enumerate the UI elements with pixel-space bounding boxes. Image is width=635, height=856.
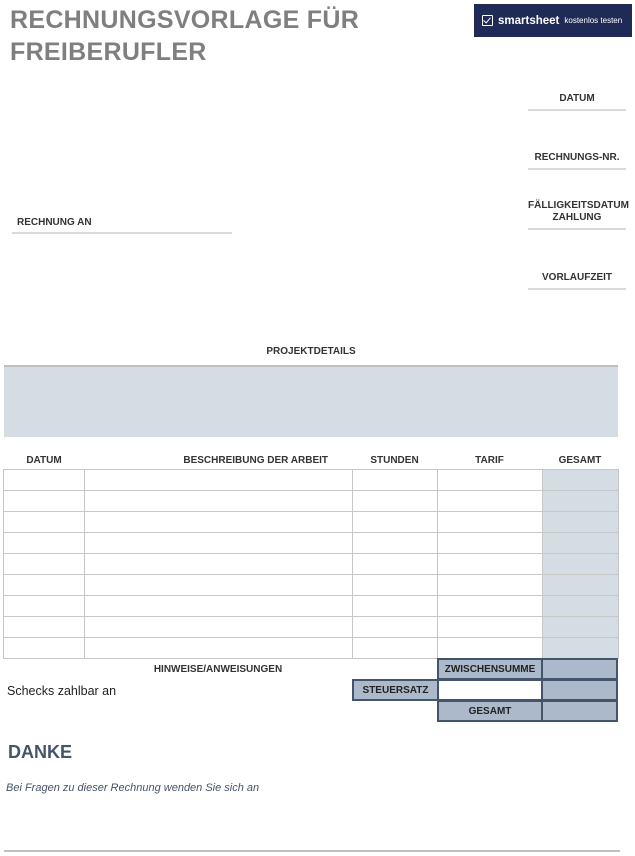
cell-beschreibung[interactable] <box>85 638 353 659</box>
cell-gesamt[interactable] <box>543 575 619 596</box>
tax-rate-label: STEUERSATZ <box>352 679 439 701</box>
thank-you-heading: DANKE <box>8 742 73 762</box>
faelligkeitsdatum-field[interactable]: FÄLLIGKEITSDATUM ZAHLUNG <box>528 200 626 230</box>
table-row <box>4 617 619 638</box>
cell-beschreibung[interactable] <box>85 617 353 638</box>
cell-datum[interactable] <box>4 470 85 491</box>
bill-to-field[interactable]: RECHNUNG AN <box>12 217 232 234</box>
tax-rate-input[interactable] <box>437 679 543 701</box>
notes-label: HINWEISE/ANWEISUNGEN <box>153 664 283 675</box>
cell-beschreibung[interactable] <box>85 491 353 512</box>
cell-tarif[interactable] <box>438 554 543 575</box>
cell-tarif[interactable] <box>438 617 543 638</box>
col-header-datum: DATUM <box>26 455 62 466</box>
cell-stunden[interactable] <box>353 617 438 638</box>
cell-datum[interactable] <box>4 596 85 617</box>
cell-datum[interactable] <box>4 554 85 575</box>
line-items-table <box>3 469 619 659</box>
bottom-divider <box>4 850 620 852</box>
total-label: GESAMT <box>437 700 543 722</box>
cell-stunden[interactable] <box>353 491 438 512</box>
cell-gesamt[interactable] <box>543 512 619 533</box>
total-value[interactable] <box>541 700 618 722</box>
cell-datum[interactable] <box>4 575 85 596</box>
cell-datum[interactable] <box>4 533 85 554</box>
cell-tarif[interactable] <box>438 533 543 554</box>
rechnungs-nr-field[interactable]: RECHNUNGS-NR. <box>528 152 626 170</box>
smartsheet-trial-button[interactable] <box>474 4 632 37</box>
table-row <box>4 491 619 512</box>
questions-contact-text[interactable]: Bei Fragen zu dieser Rechnung wenden Sie sich an <box>6 782 260 794</box>
cell-stunden[interactable] <box>353 470 438 491</box>
cell-beschreibung[interactable] <box>85 470 353 491</box>
col-header-stunden: STUNDEN <box>370 455 419 466</box>
subtotal-value[interactable] <box>541 658 618 680</box>
cell-beschreibung[interactable] <box>85 575 353 596</box>
logo-brand: smartsheet <box>498 14 560 27</box>
cell-gesamt[interactable] <box>543 638 619 659</box>
project-details-input[interactable] <box>4 365 618 437</box>
cell-gesamt[interactable] <box>543 470 619 491</box>
cell-gesamt[interactable] <box>543 491 619 512</box>
checks-payable-text[interactable]: Schecks zahlbar an <box>7 684 117 698</box>
cell-tarif[interactable] <box>438 491 543 512</box>
cell-gesamt[interactable] <box>543 617 619 638</box>
col-header-beschreibung: BESCHREIBUNG DER ARBEIT <box>183 455 328 466</box>
cell-stunden[interactable] <box>353 596 438 617</box>
cell-beschreibung[interactable] <box>85 554 353 575</box>
cell-stunden[interactable] <box>353 533 438 554</box>
checkmark-icon <box>482 15 493 26</box>
cell-datum[interactable] <box>4 512 85 533</box>
table-row <box>4 470 619 491</box>
table-row <box>4 596 619 617</box>
cell-gesamt[interactable] <box>543 554 619 575</box>
table-row <box>4 554 619 575</box>
cell-stunden[interactable] <box>353 575 438 596</box>
table-row <box>4 575 619 596</box>
page-title: RECHNUNGSVORLAGE FÜR FREIBERUFLER <box>10 6 360 66</box>
project-details-label: PROJEKTDETAILS <box>266 346 356 357</box>
cell-datum[interactable] <box>4 617 85 638</box>
table-row <box>4 512 619 533</box>
cell-tarif[interactable] <box>438 575 543 596</box>
vorlaufzeit-field[interactable]: VORLAUFZEIT <box>528 272 626 290</box>
cell-datum[interactable] <box>4 638 85 659</box>
cell-tarif[interactable] <box>438 512 543 533</box>
cell-tarif[interactable] <box>438 638 543 659</box>
col-header-gesamt: GESAMT <box>558 455 602 466</box>
logo-trial-label: kostenlos testen <box>564 16 623 25</box>
cell-gesamt[interactable] <box>543 596 619 617</box>
cell-stunden[interactable] <box>353 512 438 533</box>
table-row <box>4 638 619 659</box>
cell-datum[interactable] <box>4 491 85 512</box>
subtotal-label: ZWISCHENSUMME <box>437 658 543 680</box>
tax-value[interactable] <box>541 679 618 701</box>
datum-field[interactable]: DATUM <box>528 93 626 111</box>
cell-gesamt[interactable] <box>543 533 619 554</box>
cell-tarif[interactable] <box>438 596 543 617</box>
cell-beschreibung[interactable] <box>85 596 353 617</box>
col-header-tarif: TARIF <box>475 455 504 466</box>
cell-tarif[interactable] <box>438 470 543 491</box>
table-row <box>4 533 619 554</box>
cell-stunden[interactable] <box>353 554 438 575</box>
cell-beschreibung[interactable] <box>85 512 353 533</box>
cell-stunden[interactable] <box>353 638 438 659</box>
cell-beschreibung[interactable] <box>85 533 353 554</box>
